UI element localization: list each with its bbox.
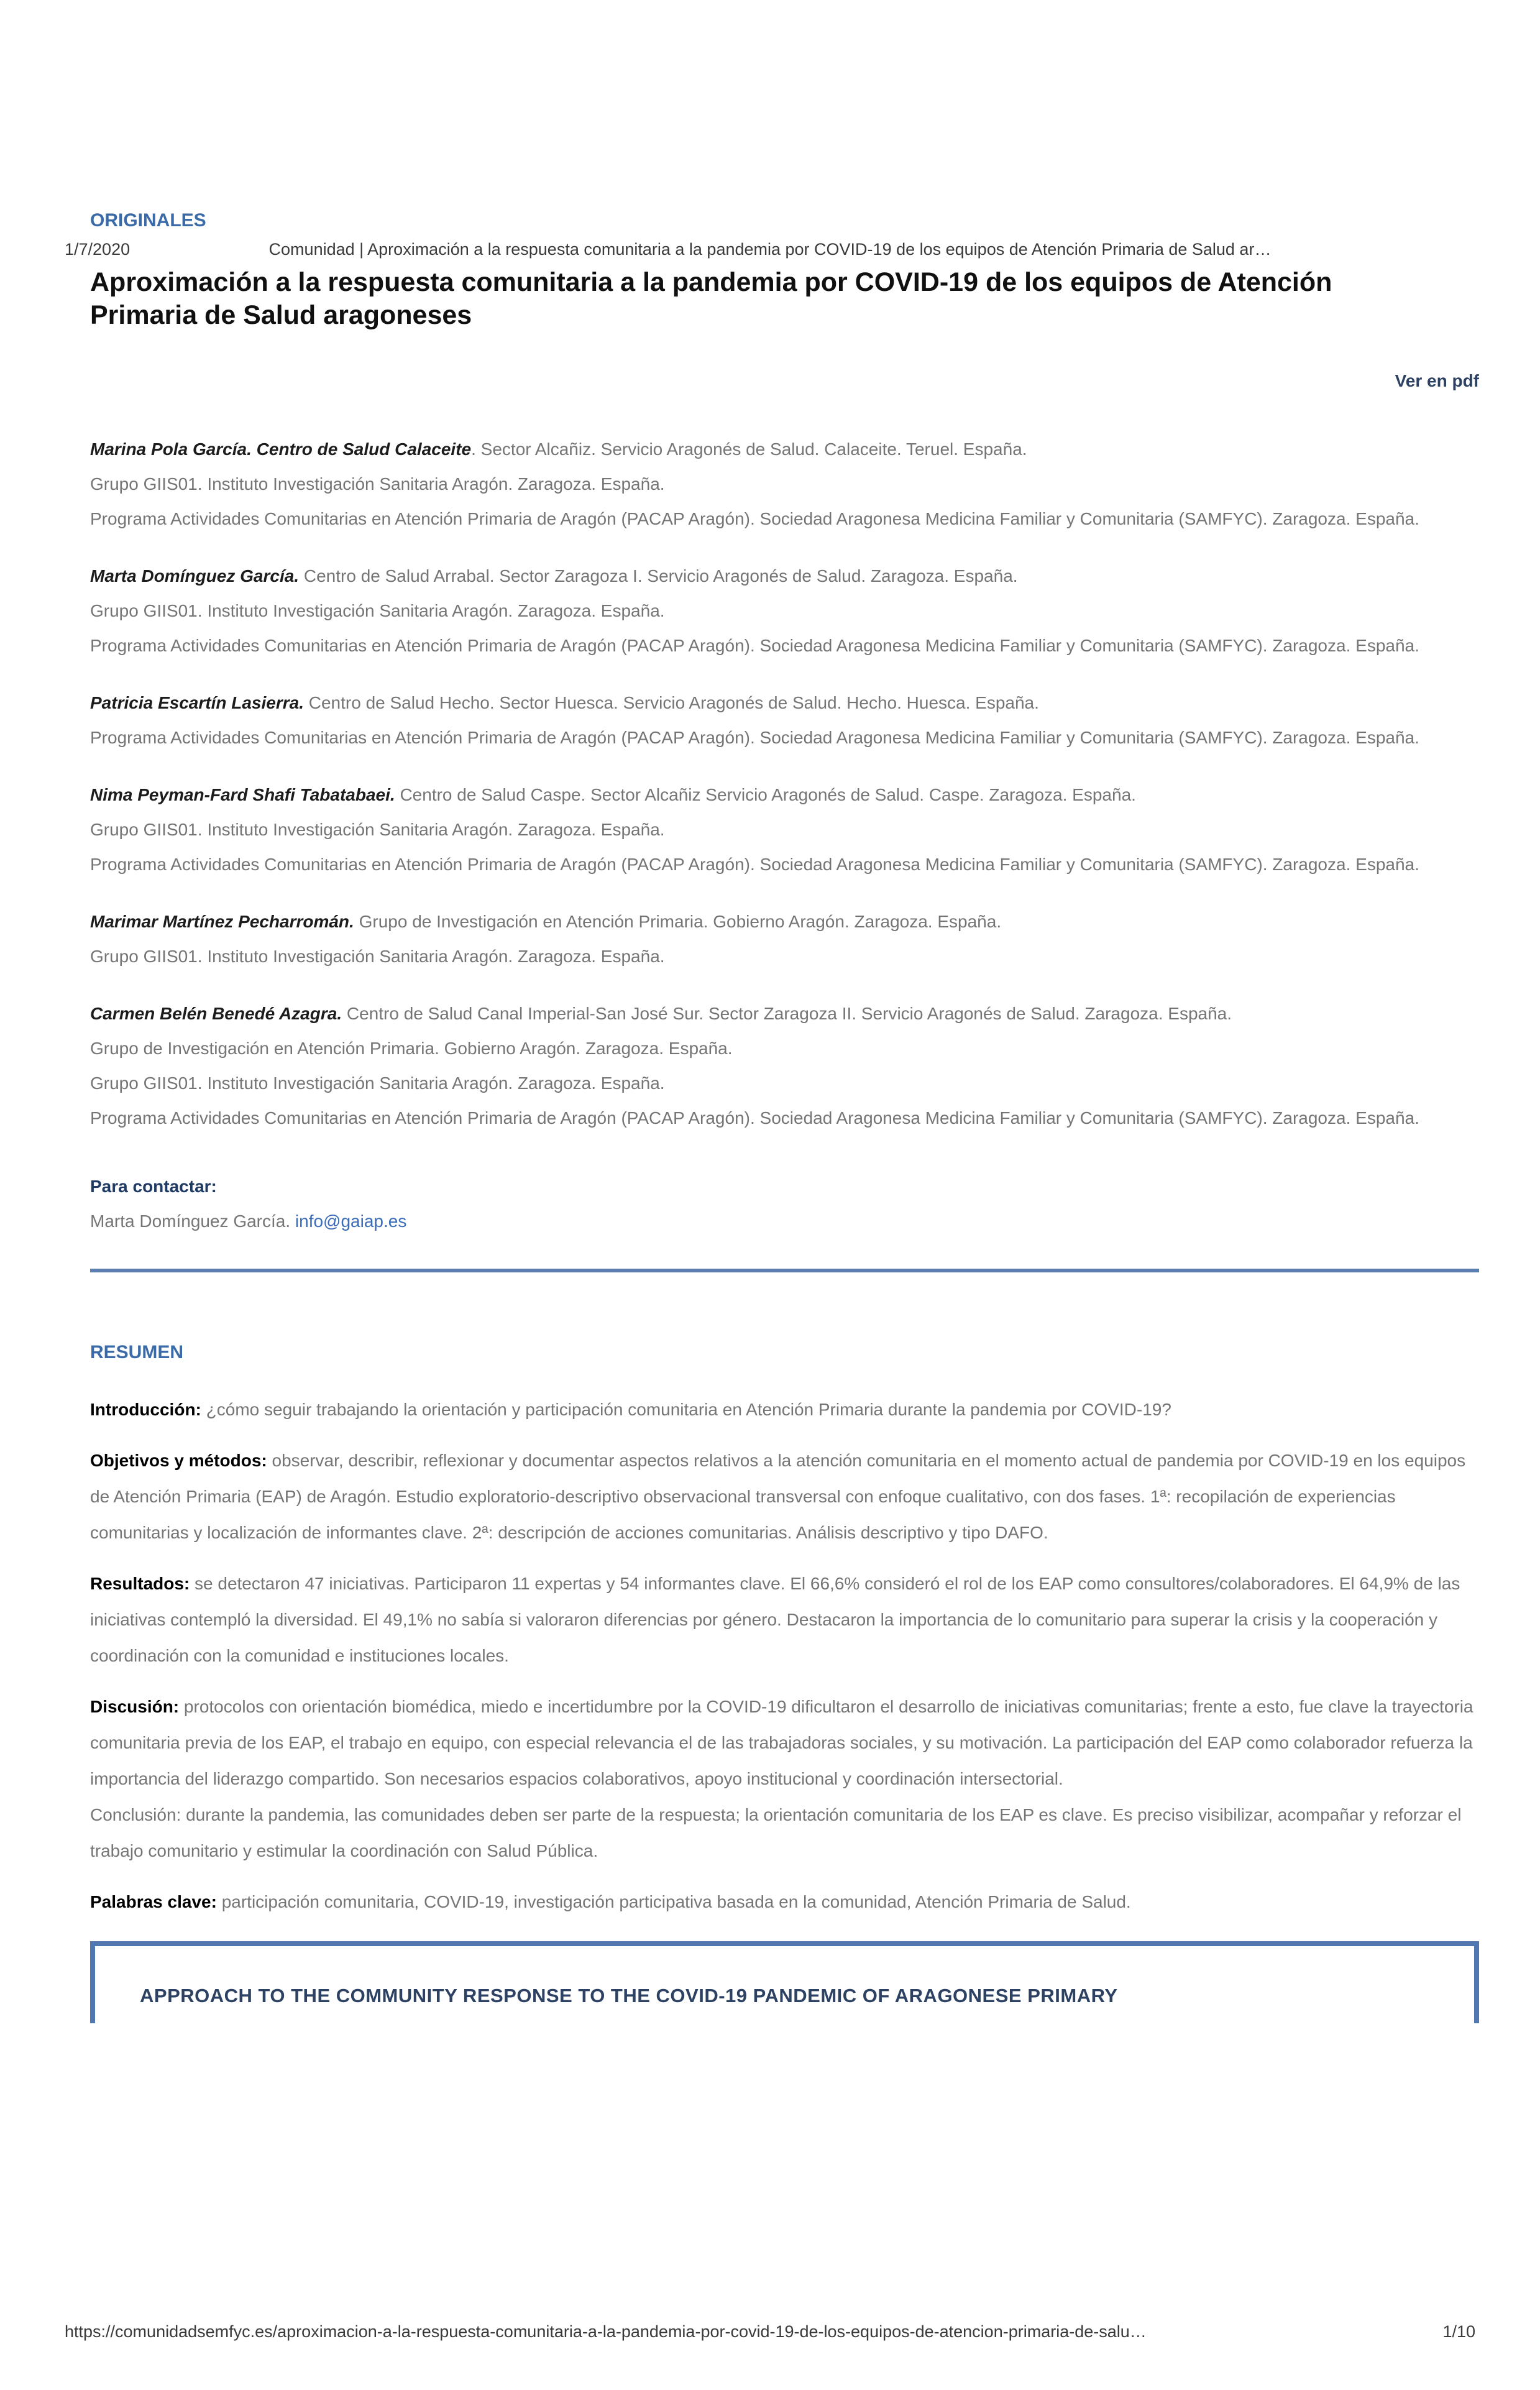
label-palabras-clave: Palabras clave: xyxy=(90,1891,217,1911)
author-name: Marta Domínguez García. xyxy=(90,566,300,586)
affiliation-line: Grupo GIIS01. Instituto Investigación Sanitaria Aragón. Zaragoza. España. xyxy=(90,1073,665,1093)
author-block xyxy=(90,778,1479,882)
affiliation-line: Programa Actividades Comunitarias en Atención Primaria de Aragón (PACAP Aragón). Sociedad Aragonesa Medicina Familiar y Comunitaria (SAMFYC). Zaragoza. España. xyxy=(90,854,1419,874)
view-pdf-link[interactable]: Ver en pdf xyxy=(1395,370,1479,390)
label-introduccion: Introducción: xyxy=(90,1399,201,1419)
affiliation-line: Grupo GIIS01. Instituto Investigación Sanitaria Aragón. Zaragoza. España. xyxy=(90,474,665,494)
page xyxy=(0,210,1540,2390)
author-line xyxy=(90,432,1479,467)
author-line xyxy=(90,686,1479,720)
label-objetivos: Objetivos y métodos: xyxy=(90,1450,267,1470)
author-affiliation-inline: Grupo de Investigación en Atención Primaria. Gobierno Aragón. Zaragoza. España. xyxy=(354,911,1002,931)
author-affiliation-inline: Centro de Salud Caspe. Sector Alcañiz Servicio Aragonés de Salud. Caspe. Zaragoza. España. xyxy=(395,784,1136,804)
author-affiliation-inline: . Sector Alcañiz. Servicio Aragonés de Salud. Calaceite. Teruel. España. xyxy=(471,439,1027,459)
paragraph-discusion xyxy=(90,1689,1479,1869)
author-name: Marimar Martínez Pecharromán. xyxy=(90,911,354,931)
affiliation-line: Programa Actividades Comunitarias en Atención Primaria de Aragón (PACAP Aragón). Sociedad Aragonesa Medicina Familiar y Comunitaria (SAMFYC). Zaragoza. España. xyxy=(90,508,1419,528)
author-line xyxy=(90,778,1479,812)
contact-section xyxy=(90,1169,1479,1239)
affiliation-line: Grupo de Investigación en Atención Primaria. Gobierno Aragón. Zaragoza. España. xyxy=(90,1038,733,1058)
author-block xyxy=(90,686,1479,755)
print-footer xyxy=(65,2322,1475,2342)
text-palabras-clave: participación comunitaria, COVID-19, investigación participativa basada en la comunidad, Atención Primaria de Salud. xyxy=(216,1891,1131,1911)
label-resultados: Resultados: xyxy=(90,1573,190,1593)
section-label: ORIGINALES xyxy=(90,210,206,231)
author-name: Carmen Belén Benedé Azagra. xyxy=(90,1003,342,1023)
affiliation-line: Grupo GIIS01. Instituto Investigación Sanitaria Aragón. Zaragoza. España. xyxy=(90,600,665,620)
translation-title: APPROACH TO THE COMMUNITY RESPONSE TO THE COVID-19 PANDEMIC OF ARAGONESE PRIMARY xyxy=(140,1984,1118,2006)
author-affiliation-inline: Centro de Salud Canal Imperial-San José Sur. Sector Zaragoza II. Servicio Aragonés de Salud. Zaragoza. España. xyxy=(342,1003,1232,1023)
print-header xyxy=(65,240,1475,259)
affiliation-line: Programa Actividades Comunitarias en Atención Primaria de Aragón (PACAP Aragón). Sociedad Aragonesa Medicina Familiar y Comunitaria (SAMFYC). Zaragoza. España. xyxy=(90,727,1419,747)
text-conclusion: Conclusión: durante la pandemia, las comunidades deben ser parte de la respuesta; la orientación comunitaria de los EAP es clave. Es preciso visibilizar, acompañar y reforzar el trabajo comunitario y estimular la coordinación con Salud Pública. xyxy=(90,1804,1462,1860)
article-title: Aproximación a la respuesta comunitaria a la pandemia por COVID-19 de los equipos de Atención Primaria de Salud aragoneses xyxy=(90,267,1332,331)
translation-box xyxy=(90,1941,1479,2023)
authors-list xyxy=(90,432,1479,1136)
affiliation-line: Programa Actividades Comunitarias en Atención Primaria de Aragón (PACAP Aragón). Sociedad Aragonesa Medicina Familiar y Comunitaria (SAMFYC). Zaragoza. España. xyxy=(90,1108,1419,1128)
email-link[interactable]: info@gaiap.es xyxy=(295,1211,407,1231)
text-objetivos: observar, describir, reflexionar y documentar aspectos relativos a la atención comunitaria en el momento actual de pandemia por COVID-19 en los equipos de Atención Primaria (EAP) de Aragón. Estudio exploratorio-descriptivo observacional transversal con enfoque cualitativo, con dos fases. 1ª: recopilación de experiencias comunitarias y localización de informantes clave. 2ª: descripción de acciones comunitarias. Análisis descriptivo y tipo DAFO. xyxy=(90,1450,1466,1542)
author-name: Patricia Escartín Lasierra. xyxy=(90,692,304,712)
print-page-title: Comunidad | Aproximación a la respuesta comunitaria a la pandemia por COVID-19 de los equipos de Atención Primaria de Salud ar… xyxy=(268,240,1272,259)
contact-heading: Para contactar: xyxy=(90,1176,217,1196)
text-resultados: se detectaron 47 iniciativas. Participaron 11 expertas y 54 informantes clave. El 66,6% consideró el rol de los EAP como consultores/colaboradores. El 64,9% de las iniciativas contempló la diversidad. El 49,1% no sabía si valoraron diferencias por género. Destacaron la importancia de lo comunitario para superar la crisis y la cooperación y coordinación con la comunidad e instituciones locales. xyxy=(90,1573,1460,1665)
affiliation-line: Grupo GIIS01. Instituto Investigación Sanitaria Aragón. Zaragoza. España. xyxy=(90,819,665,839)
text-introduccion: ¿cómo seguir trabajando la orientación y participación comunitaria en Atención Primaria durante la pandemia por COVID-19? xyxy=(201,1399,1171,1419)
abstract xyxy=(90,1392,1479,1920)
author-affiliation-inline: Centro de Salud Hecho. Sector Huesca. Servicio Aragonés de Salud. Hecho. Huesca. España. xyxy=(303,692,1039,712)
author-line xyxy=(90,559,1479,594)
author-block xyxy=(90,996,1479,1136)
author-line xyxy=(90,904,1479,939)
author-block xyxy=(90,432,1479,536)
author-block xyxy=(90,559,1479,663)
author-name: Marina Pola García. Centro de Salud Calaceite xyxy=(90,439,472,459)
paragraph-introduccion xyxy=(90,1392,1479,1428)
resumen-heading: RESUMEN xyxy=(90,1341,184,1363)
contact-name: Marta Domínguez García. xyxy=(90,1211,295,1231)
label-discusion: Discusión: xyxy=(90,1696,180,1716)
author-name: Nima Peyman-Fard Shafi Tabatabaei. xyxy=(90,784,395,804)
text-discusion: protocolos con orientación biomédica, miedo e incertidumbre por la COVID-19 dificultaron el desarrollo de iniciativas comunitarias; frente a esto, fue clave la trayectoria comunitaria previa de los EAP, el trabajo en equipo, con especial relevancia el de las trabajadoras sociales, y su motivación. La participación del EAP como colaborador refuerza la importancia del liderazgo compartido. Son necesarios espacios colaborativos, apoyo institucional y coordinación intersectorial. xyxy=(90,1696,1474,1788)
author-block xyxy=(90,904,1479,974)
author-affiliation-inline: Centro de Salud Arrabal. Sector Zaragoza I. Servicio Aragonés de Salud. Zaragoza. España. xyxy=(299,566,1018,586)
affiliation-line: Grupo GIIS01. Instituto Investigación Sanitaria Aragón. Zaragoza. España. xyxy=(90,946,665,966)
article-content xyxy=(0,210,1540,2023)
paragraph-resultados xyxy=(90,1566,1479,1674)
footer-page-number: 1/10 xyxy=(1442,2322,1475,2341)
author-line xyxy=(90,996,1479,1031)
footer-url: https://comunidadsemfyc.es/aproximacion-a-la-respuesta-comunitaria-a-la-pandemia-por-covid-19-de-los-equipos-de-atencion-primaria-de-salu… xyxy=(65,2322,1147,2341)
paragraph-objetivos xyxy=(90,1443,1479,1551)
affiliation-line: Programa Actividades Comunitarias en Atención Primaria de Aragón (PACAP Aragón). Sociedad Aragonesa Medicina Familiar y Comunitaria (SAMFYC). Zaragoza. España. xyxy=(90,635,1419,655)
print-date: 1/7/2020 xyxy=(65,240,131,259)
paragraph-palabras-clave xyxy=(90,1884,1479,1920)
contact-line xyxy=(90,1204,1479,1239)
divider-rule xyxy=(90,1269,1479,1272)
pdf-link-row xyxy=(90,371,1479,391)
